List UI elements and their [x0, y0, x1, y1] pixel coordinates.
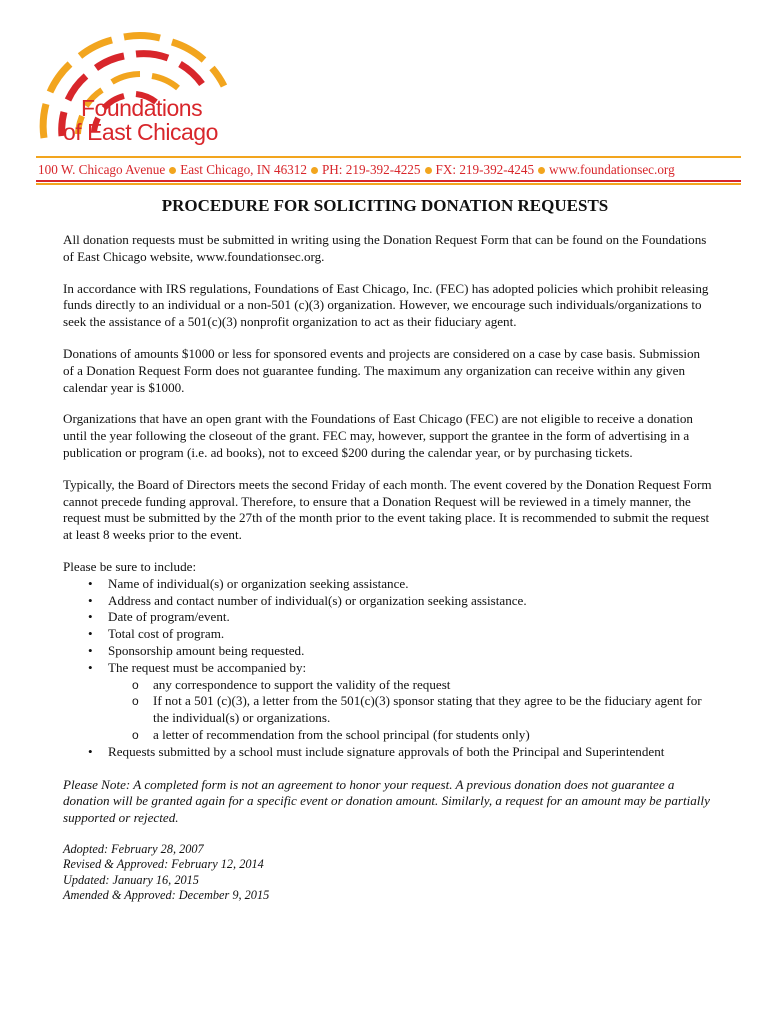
sub-list-item	[108, 693, 713, 727]
bullet-dot-icon	[538, 167, 545, 174]
revision-history	[63, 842, 713, 904]
list-item	[63, 593, 713, 610]
paragraph-submission: All donation requests must be submitted in writing using the Donation Request Form that can be found on the Foundations of East Chicago website, www.foundationsec.org.	[63, 232, 707, 264]
paragraph-open-grants: Organizations that have an open grant with the Foundations of East Chicago (FEC) are not eligible to receive a donation until the year following the closeout of the grant. FEC may, however, support the grantee in the form of advertising in a publication or program (i.e. ad books), not to exceed $200 during the calendar year, or by purchasing tickets.	[63, 411, 693, 460]
circle-bullet-icon: o	[132, 694, 139, 709]
sub-list-item	[108, 727, 713, 744]
list-item-text: Address and contact number of individual(s) or organization seeking assistance.	[108, 592, 527, 608]
bullet-icon: •	[88, 575, 93, 591]
bullet-dot-icon	[169, 167, 176, 174]
list-item	[63, 576, 713, 593]
bullet-dot-icon	[425, 167, 432, 174]
address-bar	[38, 162, 740, 178]
paragraph-irs: In accordance with IRS regulations, Foundations of East Chicago, Inc. (FEC) has adopted policies which prohibit releasing funds directly to an individual or a non-501 (c)(3) organization. However, we encourage such individuals/organizations to seek the assistance of a 501(c)(3) nonprofit organization to act as their fiduciary agent.	[63, 280, 709, 330]
bullet-icon: •	[88, 592, 93, 608]
address-website: www.foundationsec.org	[549, 162, 675, 177]
logo-line-2: of East Chicago	[63, 119, 218, 145]
circle-bullet-icon: o	[132, 677, 139, 692]
list-item-text: Requests submitted by a school must include signature approvals of both the Principal and Superintendent	[108, 743, 665, 759]
list-item-text: The request must be accompanied by:	[108, 659, 307, 675]
address-phone: PH: 219-392-4225	[321, 162, 421, 177]
list-item-text: Total cost of program.	[108, 626, 225, 642]
list-item	[63, 609, 713, 626]
address-fax: FX: 219-392-4245	[435, 162, 535, 177]
include-intro: Please be sure to include:	[63, 558, 197, 574]
circle-bullet-icon: o	[132, 727, 139, 742]
address-city: East Chicago, IN 46312	[180, 162, 307, 177]
paragraph-amounts: Donations of amounts $1000 or less for sponsored events and projects are considered on a case by case basis. Submission of a Donation Request Form does not guarantee funding. The maximum any organization can receive within any given calendar year is $1000.	[63, 345, 701, 395]
address-bottom-rule-orange	[36, 183, 741, 185]
list-item-text: Date of program/event.	[108, 609, 230, 625]
paragraph-board-meetings: Typically, the Board of Directors meets the second Friday of each month. The event covered by the Donation Request Form cannot precede funding approval. Therefore, to ensure that a Donation Request will be reviewed in a timely manner, the request must be submitted by the 27th of the month prior to the event taking place. It is recommended to submit the request at least 8 weeks prior to the event.	[63, 476, 712, 543]
sub-list-item	[108, 677, 713, 694]
include-list	[63, 576, 713, 761]
document-body	[63, 232, 713, 904]
bullet-dot-icon	[311, 167, 318, 174]
bullet-icon: •	[88, 659, 93, 675]
date-amended: Amended & Approved: December 9, 2015	[63, 888, 270, 903]
bullet-icon: •	[88, 743, 93, 759]
sub-list-item-text: any correspondence to support the validity of the request	[153, 676, 451, 692]
please-note: Please Note: A completed form is not an agreement to honor your request. A previous donation does not guarantee a donation will be granted again for a specific event or donation amount. Similarly, a request for an amount may be partially supported or rejected.	[63, 776, 710, 826]
accompaniment-sublist	[108, 677, 713, 744]
sub-list-item-text: If not a 501 (c)(3), a letter from the 501(c)(3) sponsor stating that they agree to be the fiduciary agent for the individual(s) or organizations.	[153, 693, 702, 726]
date-adopted: Adopted: February 28, 2007	[63, 841, 204, 856]
list-item	[63, 626, 713, 643]
list-item	[63, 744, 713, 761]
bullet-icon: •	[88, 609, 93, 625]
sub-list-item-text: a letter of recommendation from the school principal (for students only)	[153, 726, 530, 742]
list-item	[63, 660, 713, 744]
address-bottom-rule-red	[36, 180, 741, 182]
date-updated: Updated: January 16, 2015	[63, 872, 199, 887]
bullet-icon: •	[88, 642, 93, 658]
address-street: 100 W. Chicago Avenue	[38, 162, 166, 177]
date-revised: Revised & Approved: February 12, 2014	[63, 857, 264, 872]
list-item	[63, 643, 713, 660]
bullet-icon: •	[88, 626, 93, 642]
list-item-text: Name of individual(s) or organization seeking assistance.	[108, 575, 409, 591]
logo-line-1: Foundations	[81, 95, 203, 121]
list-item-text: Sponsorship amount being requested.	[108, 642, 305, 658]
address-top-rule	[36, 156, 741, 158]
page-title: PROCEDURE FOR SOLICITING DONATION REQUESTS	[161, 196, 609, 215]
